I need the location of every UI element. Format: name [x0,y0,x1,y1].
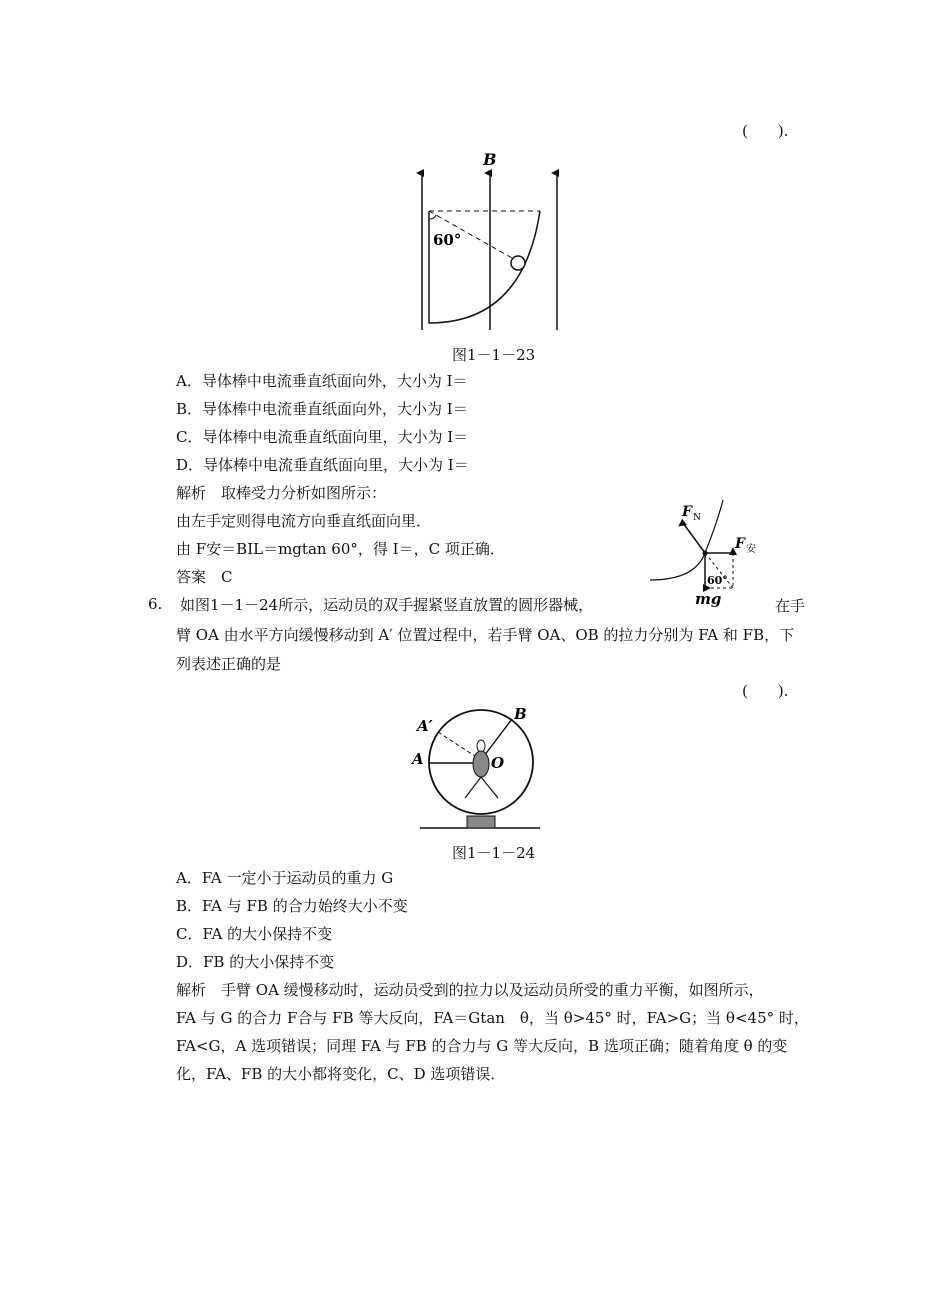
q5-analysis-3: 由 F安＝BIL＝mgtan 60°，得 I＝，C 项正确． [176,540,505,558]
q5-option-d: D．导体棒中电流垂直纸面向里，大小为 I＝ [176,456,469,474]
fan-label: F [735,536,745,552]
q6-analysis-4: 化，FA、FB 的大小都将变化，C、D 选项错误． [176,1065,506,1083]
label-a: A [412,750,424,768]
athlete-leg-left [465,777,481,798]
q6-stem-1: 如图1－1－24所示，运动员的双手握紧竖直放置的圆形器械， [180,596,594,614]
figure-1-1-23 [405,145,575,345]
q6-option-b: B．FA 与 FB 的合力始终大小不变 [176,897,408,915]
q6-analysis-2: FA 与 G 的合力 F合与 FB 等大反向，FA＝Gtan θ，当 θ>45° 时，FA>G；当 θ<45° 时， [176,1009,809,1027]
angle-mark [429,215,436,219]
q5-option-b: B．导体棒中电流垂直纸面向外，大小为 I＝ [176,400,468,418]
q5-analysis-2: 由左手定则得电流方向垂直纸面向里． [176,512,432,530]
normal-force-arrow [683,523,705,553]
q5-answer: 答案 C [176,568,233,586]
figure-1-1-23-caption: 图1－1－23 [452,346,536,364]
mg-label: mg [695,590,722,608]
athlete-body [473,751,489,777]
label-o: O [491,754,505,772]
figure-1-1-24 [410,702,550,834]
athlete-head [477,740,485,752]
rod-point [703,551,708,556]
label-a-prime: A′ [417,717,433,735]
athlete-leg-right [481,777,498,798]
fn-subscript: N [693,513,701,523]
fn-label: F [682,504,692,520]
q6-stem-2: 臂 OA 由水平方向缓慢移动到 A′ 位置过程中，若手臂 OA、OB 的拉力分别为 FA 和 FB，下 [176,626,795,644]
q6-option-a: A．FA 一定小于运动员的重力 G [176,869,394,887]
q6-stem-3: 列表述正确的是 [176,655,282,673]
label-b: B [514,705,527,723]
q6-option-d: D．FB 的大小保持不变 [176,953,335,971]
q5-option-c: C．导体棒中电流垂直纸面向里，大小为 I＝ [176,428,469,446]
conductor-rod [511,256,525,270]
q5-answer-blank: ( ). [742,122,789,140]
force-diagram [645,498,765,608]
figure-1-1-24-caption: 图1－1－24 [452,844,536,862]
q6-number: 6. [148,595,163,613]
force-angle-label: 60° [707,574,728,587]
q6-analysis-3: FA<G，A 选项错误；同理 FA 与 FB 的合力与 G 等大反向，B 选项正确；随着角度 θ 的变 [176,1037,788,1055]
q6-option-c: C．FA 的大小保持不变 [176,925,333,943]
fan-subscript: 安 [746,544,756,555]
angle-label: 60° [433,231,462,249]
field-label-b: B [483,150,497,169]
q6-stem-1-tail: 在手 [775,597,806,615]
q5-option-a: A．导体棒中电流垂直纸面向外，大小为 I＝ [176,372,468,390]
q6-answer-blank: ( ). [742,682,789,700]
stand-base [467,816,495,828]
q6-analysis-1: 解析 手臂 OA 缓慢移动时，运动员受到的拉力以及运动员所受的重力平衡，如图所示， [176,981,764,999]
q5-analysis-1: 解析 取棒受力分析如图所示： [176,484,387,502]
